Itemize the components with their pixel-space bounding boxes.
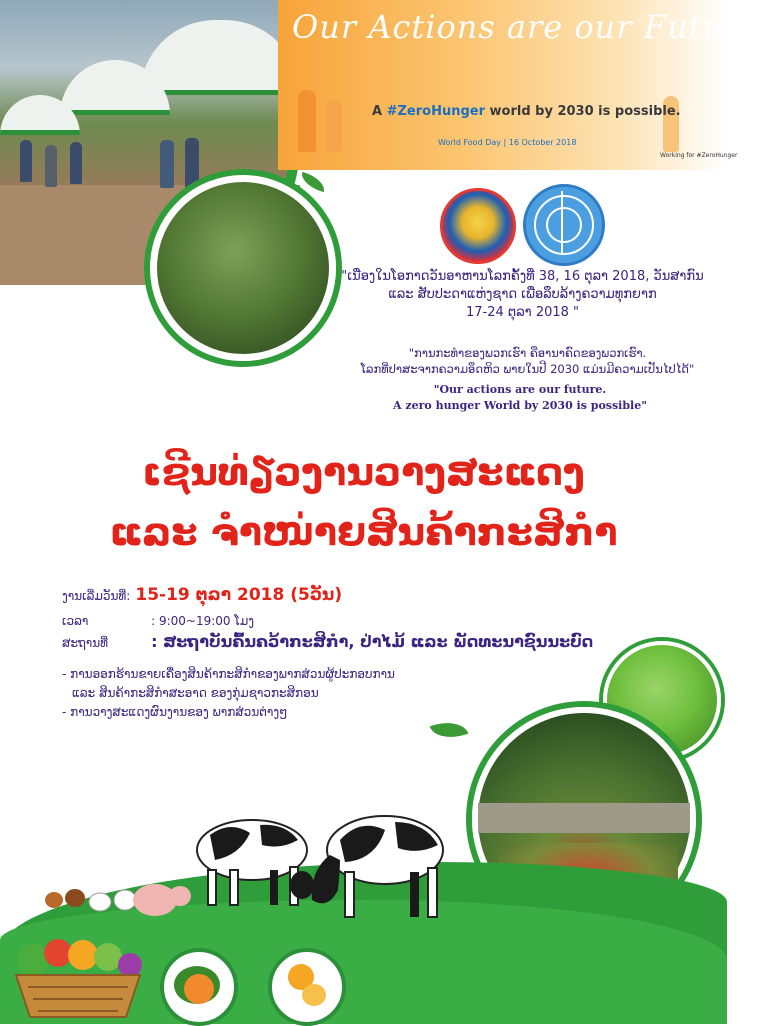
un-emblem-ring [546,207,582,243]
vegetable-basket-illustration [8,935,148,1020]
occasion-line: 17-24 ຕຸລາ 2018 " [465,305,580,320]
english-slogan-line: "Our actions are our future. [433,383,607,396]
papaya-icon [160,948,238,1026]
lao-national-emblem [440,188,516,264]
place-value: : ສະຖາບັນຄົ້ນຄວ້າກະສິກຳ, ປ່າໄມ້ ແລະ ພັດທະນາຊົນນະບົດ [151,632,594,651]
banner-sub-prefix: A [372,104,387,119]
place-label: ສະຖານທີ່ [62,636,109,650]
leaf-decoration [299,172,328,192]
zerohunger-hashtag: #ZeroHunger [386,104,485,119]
seedlings-photo [150,175,336,361]
english-slogan [360,382,680,414]
visitor-figure [160,140,174,188]
visitor-figure [20,140,32,182]
headline-invitation: ເຊີນທ່ຽວງານວາງສະແດງ [142,450,585,494]
activity-item-cont: ແລະ ສິນຄ້າກະສິກຳສະອາດ ຂອງກຸ່ມຊາວກະສິກອນ [72,686,319,700]
visitor-figure [185,138,199,188]
occasion-line: ແລະ ສັບປະດາແຫ່ງຊາດ ເພື່ອລຶບລ້າງຄວາມທຸກຍາກ [388,287,657,302]
activity-item: - ການອອກຮ້ານຂາຍເຄື່ອງສິນຄ້າກະສິກຳຂອງພາກສ່ວນຜູ້ປະກອບການ [62,667,395,681]
banner-subtitle [372,104,681,119]
event-place [62,632,593,651]
activity-item: - ການວາງສະແດງຜົນງານຂອງ ພາກສ່ວນຕ່າງໆ [62,705,288,719]
start-date-value: 15-19 ຕຸລາ 2018 (5ວັນ) [135,585,343,605]
tent-roof [140,20,300,95]
event-dates [62,585,342,605]
time-value: : 9:00~19:00 ໂມງ [151,614,255,628]
orange-icon-half [302,984,326,1006]
papaya-icon-fruit [184,974,214,1004]
activity-list [62,665,395,722]
visitor-figure [70,142,82,184]
zerohunger-tagline: Working for #ZeroHunger [660,152,738,159]
visitor-figure [45,145,57,187]
occasion-line: "ເນື່ອງໃນໂອກາດວັນອາຫານໂລກຄັ້ງທີ່ 38, 16 ຕຸລາ 2018, ວັນສາກົນ [341,269,704,284]
english-slogan-line: A zero hunger World by 2030 is possible" [393,399,647,412]
banner-sub-suffix: world by 2030 is possible. [485,104,681,119]
start-date-label: ງານເລີ່ມວັນທີ່: [62,589,131,603]
time-label: ເວລາ [62,614,89,628]
banner-title: Our Actions are our Future. [292,8,771,46]
orange-fruit-icon [268,948,346,1026]
event-time [62,610,254,629]
child-figure [326,100,342,152]
lao-slogan [330,345,725,377]
farm-animals-illustration [40,870,190,925]
child-figure [298,90,316,152]
garden-path [478,803,690,833]
cow-illustration-left [190,805,315,910]
lao-slogan-line: "ການກະທຳຂອງພວກເຮົາ ຄືອານາຄົດຂອງພວກເຮົາ. [408,346,647,360]
lao-slogan-line: ໂລກທີ່ປາສະຈາກຄວາມອຶດຫິວ ພາຍໃນປີ 2030 ແມ່ນມີຄວາມເປັນໄປໄດ້" [360,362,695,376]
world-food-day-date: World Food Day | 16 October 2018 [438,138,577,147]
cow-illustration-right [300,800,450,925]
headline-sale: ແລະ ຈຳໜ່າຍສິນຄ້າກະສິກຳ [109,510,618,554]
un-emblem-meridian [561,191,563,255]
leaf-decoration [430,715,469,745]
un-emblem [523,184,605,266]
event-occasion-quote [325,268,720,322]
